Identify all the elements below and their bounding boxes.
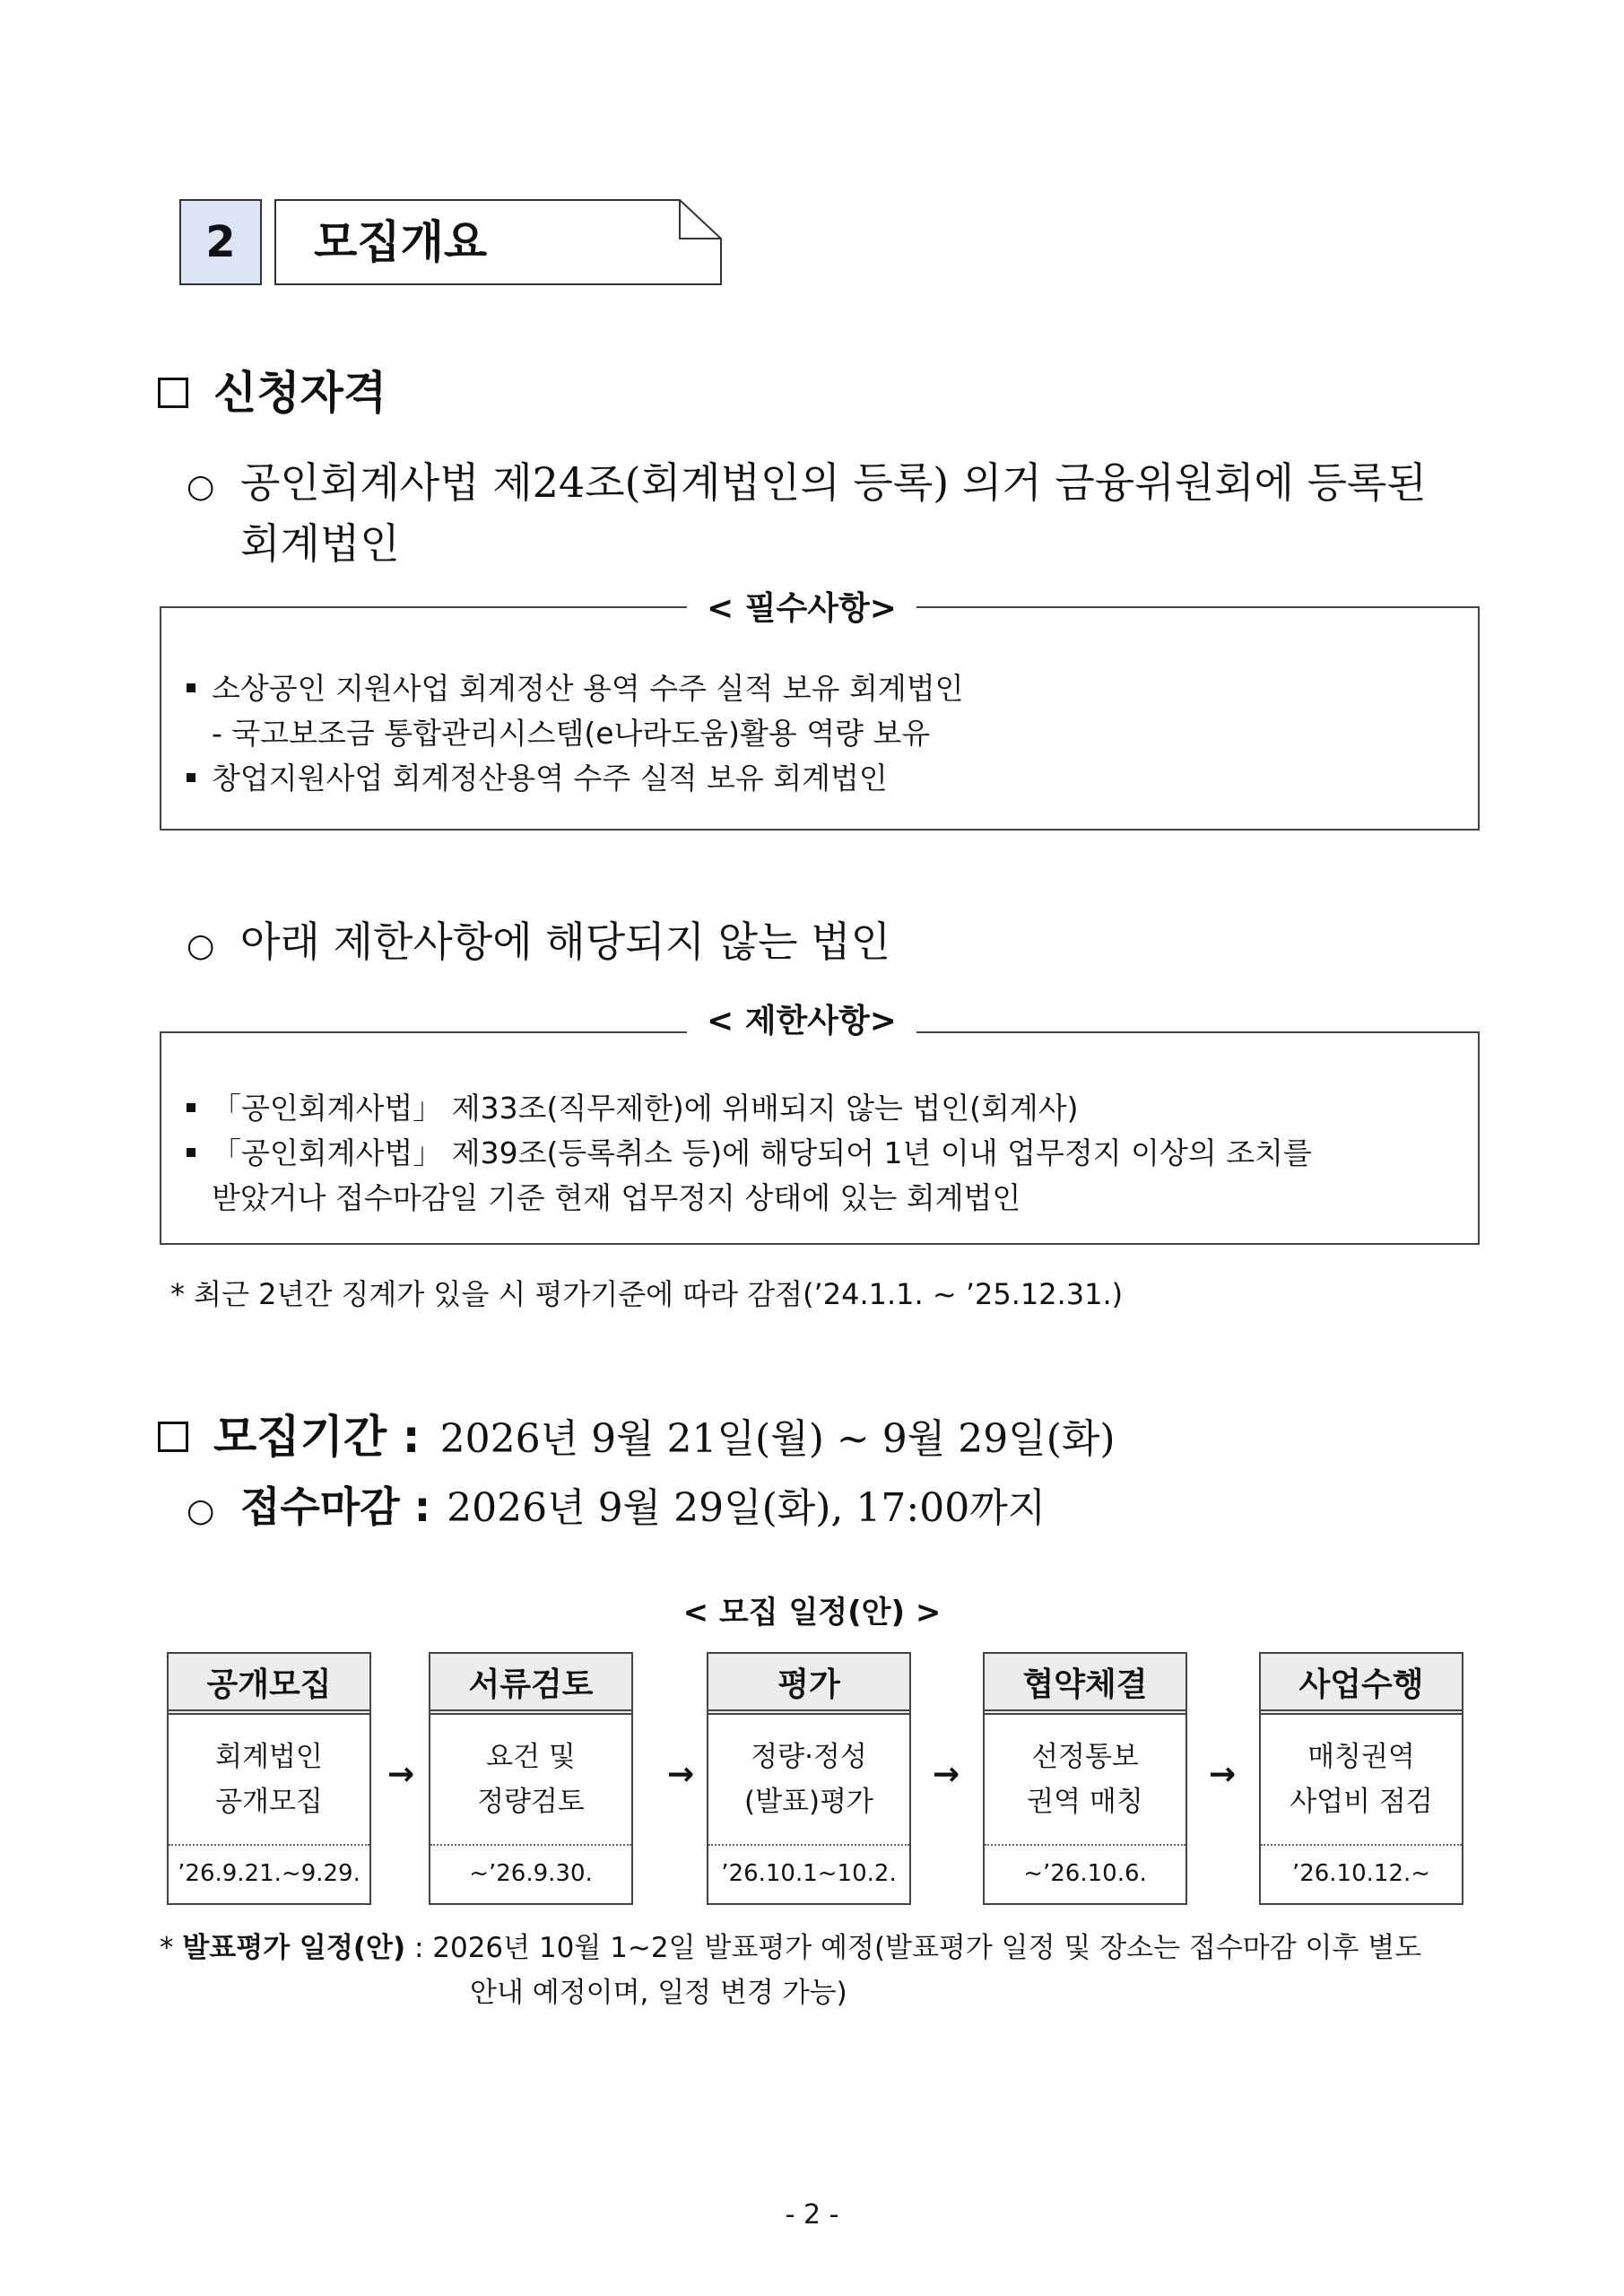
- bullet-icon: [187, 1148, 195, 1157]
- required-sub-1: - 국고보조금 통합관리시스템(e나라도움)활용 역량 보유: [212, 716, 931, 751]
- eligibility-footnote: * 최근 2년간 징계가 있을 시 평가기준에 따라 감점(’24.1.1. ~ ’25.12.31.): [170, 1277, 1124, 1311]
- circle-bullet-icon: ○: [187, 468, 215, 505]
- section-title-box: [274, 199, 723, 285]
- period-heading: 모집기간 : 2026년 9월 21일(월) ~ 9월 29일(화): [158, 1401, 1116, 1465]
- step-date: ~’26.10.6.: [1023, 1860, 1147, 1887]
- restriction-bullet-2: 「공인회계사법」 제39조(등록취소 등)에 해당되어 1년 이내 업무정지 이상의 조치를: [187, 1130, 1312, 1172]
- section-title: 모집개요: [314, 216, 488, 268]
- eligibility-item-2: ○ 아래 제한사항에 해당되지 않는 법인: [187, 918, 891, 966]
- required-bullet-2: 창업지원사업 회계정산용역 수주 실적 보유 회계법인: [187, 755, 888, 797]
- deadline-line: [187, 1474, 1046, 1534]
- step-head: 협약체결: [985, 1654, 1185, 1715]
- deadline-label: 접수마감 :: [240, 1483, 431, 1531]
- step-body: 요건 및 정량검토: [430, 1715, 631, 1846]
- step-head: 서류검토: [430, 1654, 631, 1715]
- eligibility-heading: 신청자격: [158, 357, 386, 422]
- bullet-icon: [187, 1103, 195, 1112]
- schedule-step-5: [1259, 1652, 1463, 1905]
- step-head: 사업수행: [1261, 1654, 1462, 1715]
- schedule-step-2: [429, 1652, 633, 1905]
- period-value: 2026년 9월 21일(월) ~ 9월 29일(화): [439, 1416, 1116, 1462]
- restriction-bullet-2-cont: 받았거나 접수마감일 기준 현재 업무정지 상태에 있는 회계법인: [212, 1180, 1021, 1215]
- step-date: ~’26.9.30.: [469, 1860, 593, 1887]
- eligibility-item-1-cont: 회계법인: [240, 519, 400, 568]
- step-head: 공개모집: [169, 1654, 369, 1715]
- schedule-step-4: [983, 1652, 1187, 1905]
- schedule-title: < 모집 일정(안) >: [682, 1595, 942, 1631]
- step-body: 선정통보 권역 매칭: [985, 1715, 1185, 1846]
- schedule-step-3: [707, 1652, 911, 1905]
- section-number: 2: [179, 199, 262, 285]
- square-bullet-icon: [158, 1422, 188, 1452]
- arrow-right-icon: →: [387, 1756, 415, 1793]
- eligibility-item-1: ○ 공인회계사법 제24조(회계법인의 등록) 의거 금융위원회에 등록된: [187, 458, 1427, 507]
- deadline-value: 2026년 9월 29일(화), 17:00까지: [447, 1485, 1046, 1531]
- page-number: - 2 -: [785, 2199, 839, 2231]
- circle-bullet-icon: ○: [187, 1492, 215, 1529]
- step-date: ’26.10.12.~: [1291, 1860, 1431, 1887]
- bullet-icon: [187, 773, 195, 782]
- arrow-right-icon: →: [1209, 1756, 1237, 1793]
- step-date: ’26.9.21.~9.29.: [178, 1860, 360, 1887]
- step-date: ’26.10.1~10.2.: [721, 1860, 897, 1887]
- step-body: 매칭권역 사업비 점검: [1261, 1715, 1462, 1846]
- schedule-note-cont: 안내 예정이며, 일정 변경 가능): [470, 1977, 847, 2009]
- circle-bullet-icon: ○: [187, 927, 215, 964]
- step-head: 평가: [708, 1654, 909, 1715]
- arrow-right-icon: →: [667, 1756, 695, 1793]
- restrictions-label: < 제한사항>: [687, 996, 916, 1041]
- arrow-right-icon: →: [933, 1756, 960, 1793]
- required-label: < 필수사항>: [687, 583, 916, 629]
- square-bullet-icon: [158, 378, 188, 408]
- required-bullet-1: 소상공인 지원사업 회계정산 용역 수주 실적 보유 회계법인: [187, 665, 964, 708]
- schedule-note: * 발표평가 일정(안) : 2026년 10월 1~2일 발표평가 예정(발표평가 일정 및 장소는 접수마감 이후 별도: [160, 1932, 1422, 1964]
- restriction-bullet-1: 「공인회계사법」 제33조(직무제한)에 위배되지 않는 법인(회계사): [187, 1085, 1079, 1127]
- step-body: 회계법인 공개모집: [169, 1715, 369, 1846]
- step-body: 정량·정성 (발표)평가: [708, 1715, 909, 1846]
- bullet-icon: [187, 683, 195, 692]
- schedule-step-1: [167, 1652, 371, 1905]
